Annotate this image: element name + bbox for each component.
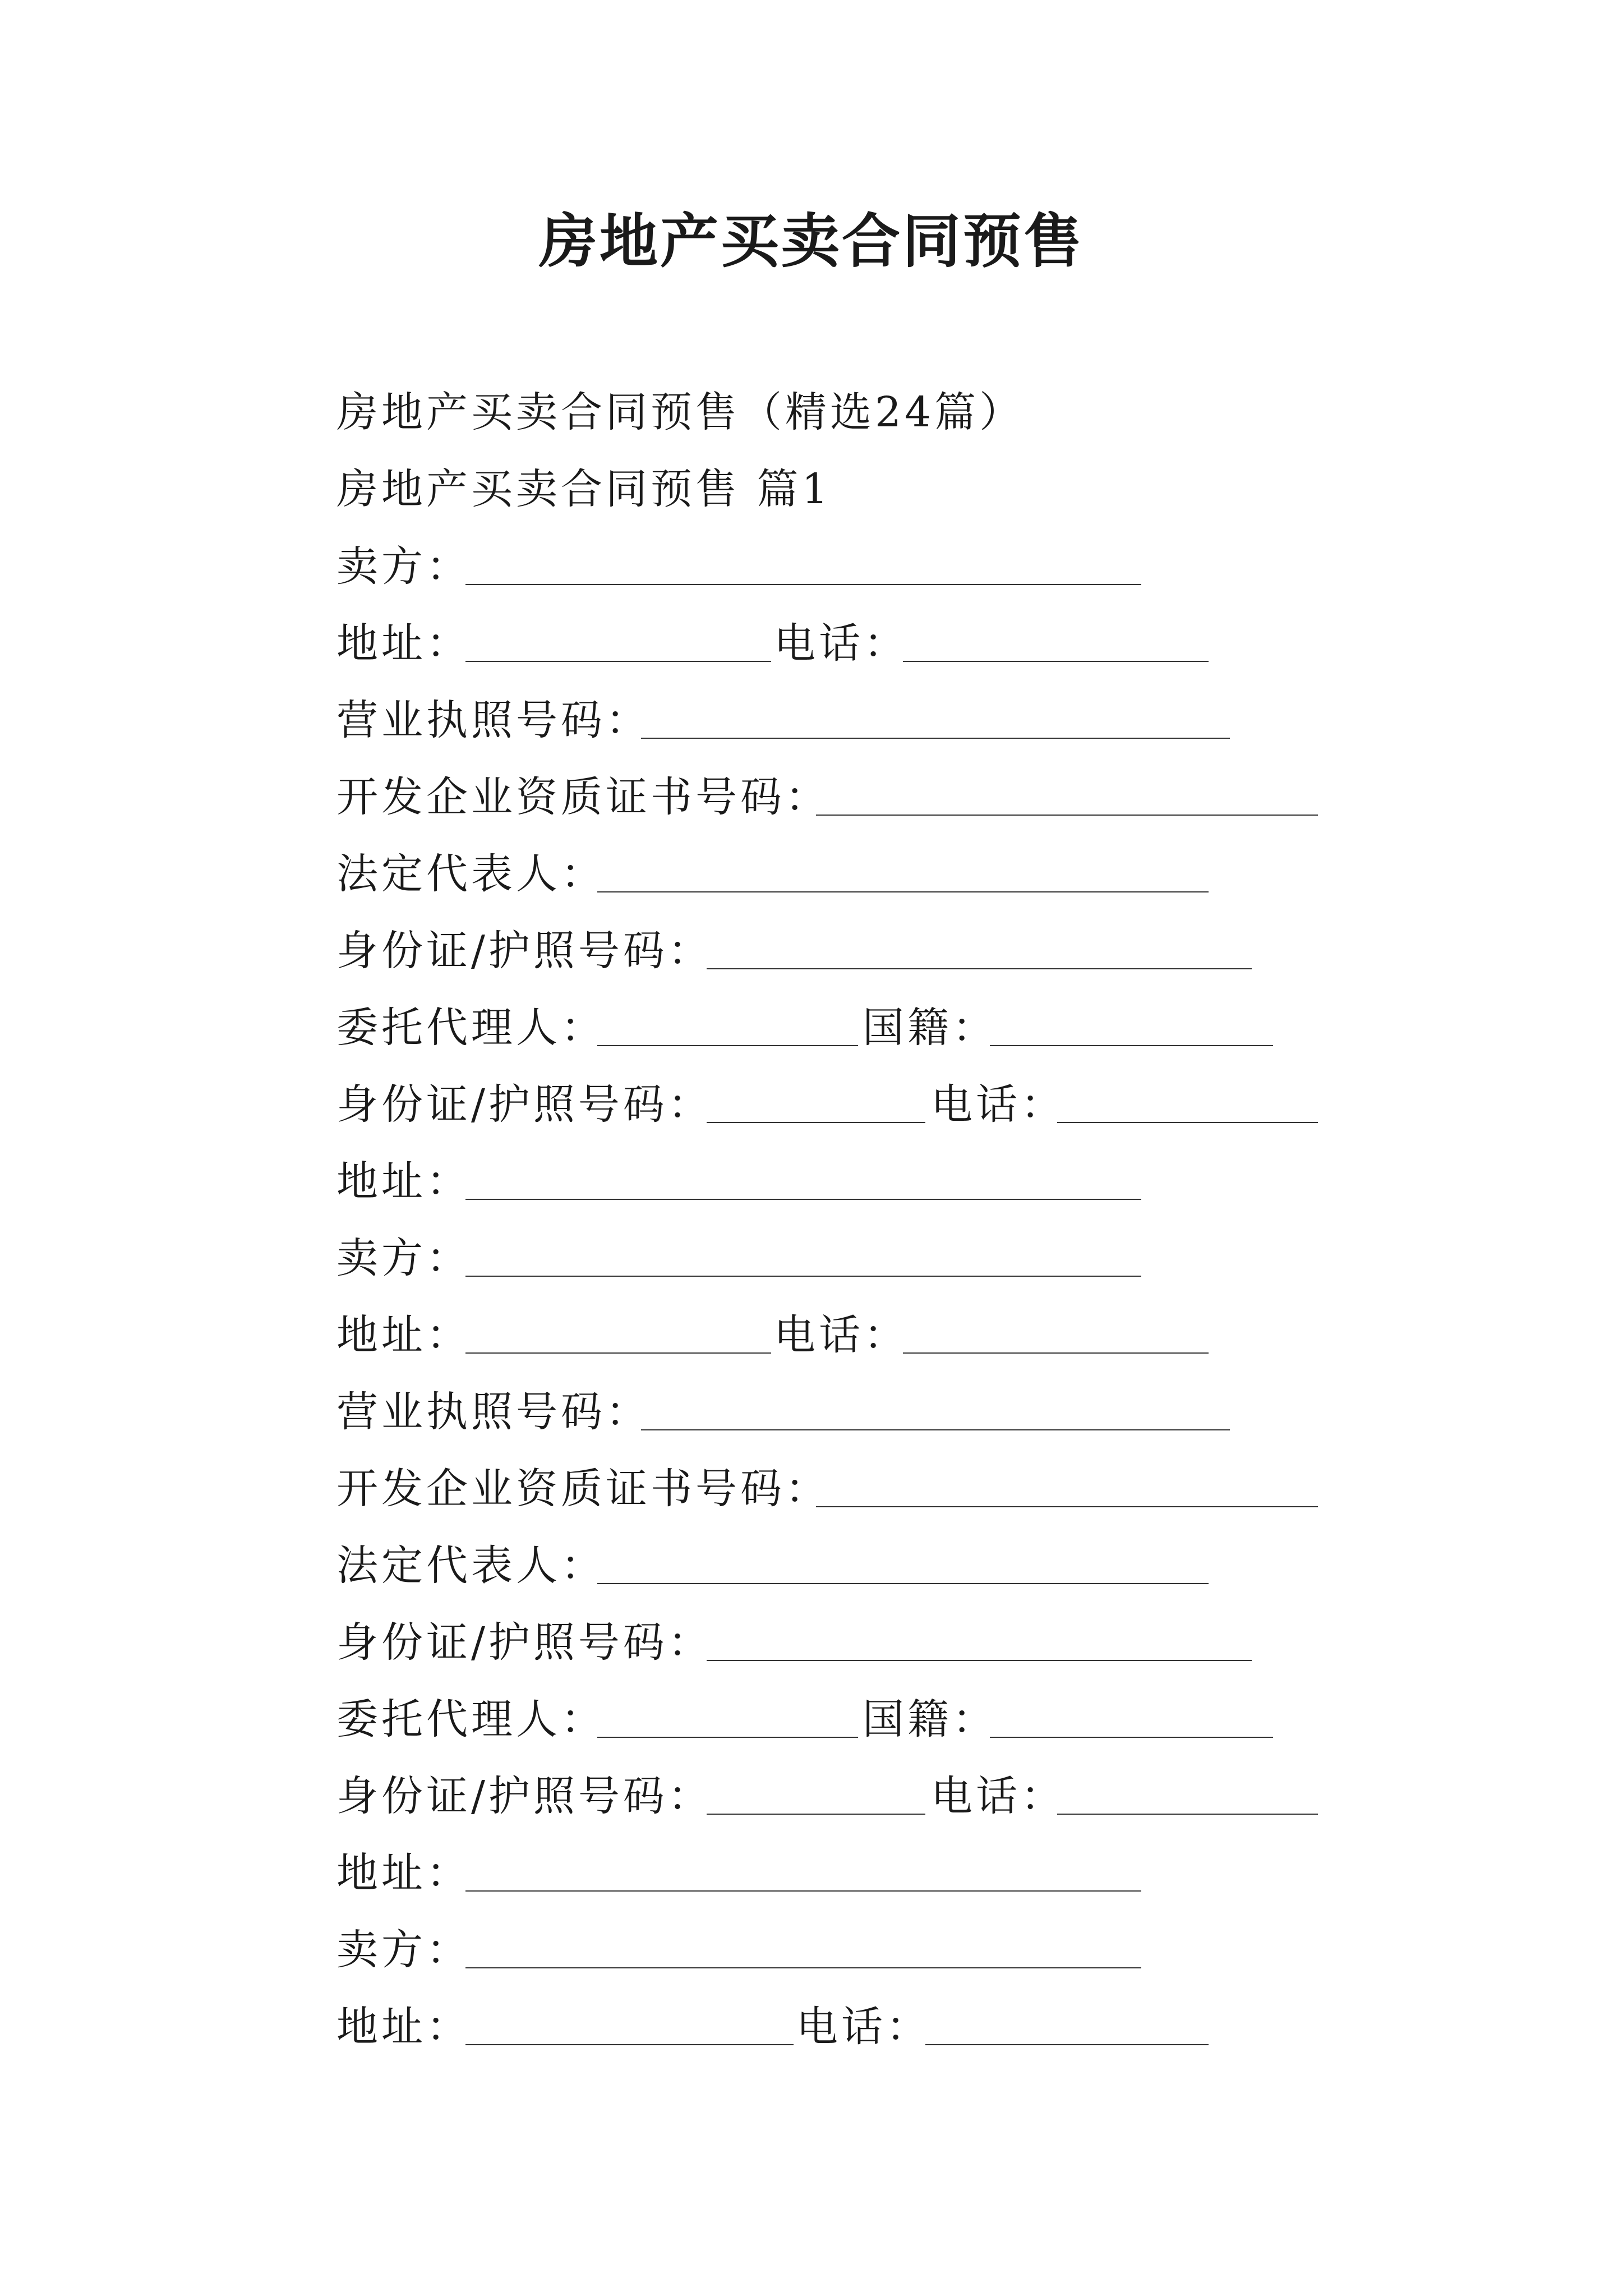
id-passport-blank[interactable] — [707, 968, 1252, 969]
phone-label: 电话： — [774, 619, 909, 668]
id-passport-blank[interactable] — [707, 1122, 925, 1123]
agent-label: 委托代理人： — [336, 1004, 606, 1052]
legal-representative-line — [336, 1535, 606, 1596]
id-passport-blank[interactable] — [707, 1660, 1252, 1661]
legal-representative-label: 法定代表人： — [336, 1542, 606, 1590]
business-license-label: 营业执照号码： — [336, 696, 651, 744]
id-passport-blank[interactable] — [707, 1814, 925, 1815]
phone-blank[interactable] — [903, 661, 1209, 662]
phone-blank[interactable] — [903, 1352, 1209, 1354]
address-blank[interactable] — [465, 661, 771, 662]
seller-line — [336, 1919, 471, 1981]
agent-blank[interactable] — [597, 1045, 858, 1046]
legal-representative-line — [336, 843, 606, 905]
address-label: 地址： — [336, 1849, 471, 1897]
nationality-blank[interactable] — [990, 1045, 1273, 1046]
qualification-cert-label: 开发企业资质证书号码： — [336, 773, 830, 821]
nationality-blank[interactable] — [990, 1737, 1273, 1738]
phone-label: 电话： — [931, 1080, 1066, 1129]
qualification-cert-line — [336, 766, 830, 828]
seller-blank[interactable] — [465, 1967, 1141, 1968]
seller-label: 卖方： — [336, 1234, 471, 1282]
phone-label: 电话： — [796, 2003, 931, 2051]
id-passport-line — [336, 1612, 713, 1673]
section-heading-text: 房地产买卖合同预售 篇1 — [336, 465, 832, 513]
nationality-label: 国籍： — [863, 1004, 997, 1052]
id-passport-line — [336, 920, 713, 982]
address-label: 地址： — [336, 1157, 471, 1205]
address-line — [336, 1151, 471, 1212]
qualification-cert-line — [336, 1458, 830, 1520]
seller-blank[interactable] — [465, 1276, 1141, 1277]
subtitle-text: 房地产买卖合同预售（精选24篇） — [336, 388, 1025, 436]
document-title: 房地产买卖合同预售 — [538, 206, 1084, 275]
address-blank[interactable] — [465, 1199, 1141, 1200]
address-blank[interactable] — [465, 1352, 771, 1354]
phone-label: 电话： — [931, 1772, 1066, 1820]
qualification-cert-label: 开发企业资质证书号码： — [336, 1465, 830, 1513]
legal-representative-label: 法定代表人： — [336, 850, 606, 898]
address-phone-line — [336, 1304, 909, 1366]
business-license-blank[interactable] — [641, 738, 1230, 739]
qualification-cert-blank[interactable] — [816, 1506, 1318, 1507]
section-heading — [336, 458, 832, 520]
agent-nationality-line — [336, 997, 997, 1059]
address-phone-line — [336, 613, 909, 674]
agent-nationality-line — [336, 1688, 997, 1750]
nationality-label: 国籍： — [863, 1695, 997, 1743]
legal-representative-blank[interactable] — [597, 891, 1209, 892]
seller-label: 卖方： — [336, 542, 471, 591]
seller-line — [336, 1227, 471, 1289]
business-license-line — [336, 1381, 651, 1443]
phone-blank[interactable] — [1057, 1122, 1318, 1123]
agent-label: 委托代理人： — [336, 1695, 606, 1743]
business-license-label: 营业执照号码： — [336, 1388, 651, 1436]
address-label: 地址： — [336, 1311, 471, 1359]
address-line — [336, 1842, 471, 1904]
seller-line — [336, 536, 471, 597]
address-blank[interactable] — [465, 1890, 1141, 1892]
address-label: 地址： — [336, 2003, 471, 2051]
seller-blank[interactable] — [465, 584, 1141, 585]
id-passport-label: 身份证/护照号码： — [336, 927, 713, 975]
id-phone-line — [336, 1765, 1066, 1827]
address-blank[interactable] — [465, 2044, 794, 2045]
business-license-blank[interactable] — [641, 1429, 1230, 1430]
legal-representative-blank[interactable] — [597, 1583, 1209, 1584]
id-passport-label: 身份证/护照号码： — [336, 1618, 713, 1667]
id-passport-label: 身份证/护照号码： — [336, 1080, 713, 1129]
phone-label: 电话： — [774, 1311, 909, 1359]
subtitle — [336, 381, 1024, 443]
business-license-line — [336, 689, 651, 751]
qualification-cert-blank[interactable] — [816, 815, 1318, 816]
agent-blank[interactable] — [597, 1737, 858, 1738]
phone-blank[interactable] — [1057, 1814, 1318, 1815]
phone-blank[interactable] — [925, 2044, 1209, 2045]
address-phone-line — [336, 1996, 931, 2058]
id-phone-line — [336, 1074, 1066, 1135]
id-passport-label: 身份证/护照号码： — [336, 1772, 713, 1820]
address-label: 地址： — [336, 619, 471, 668]
seller-label: 卖方： — [336, 1926, 471, 1974]
